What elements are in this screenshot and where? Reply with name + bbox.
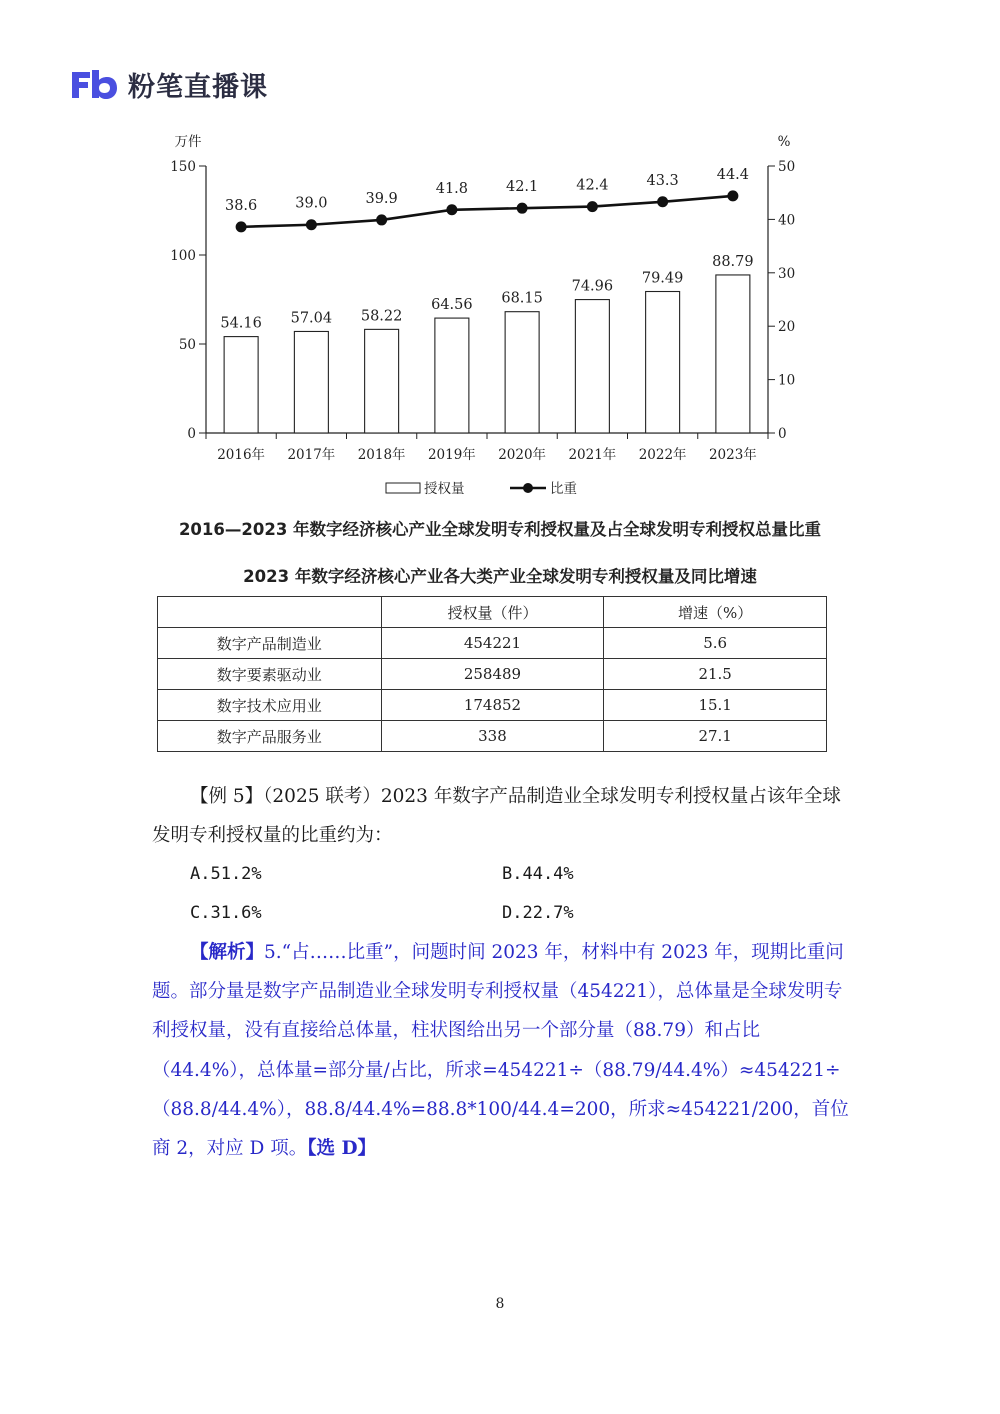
bar-data-label: 54.16 [220, 315, 262, 332]
x-tick-label: 2016年 [217, 447, 266, 463]
table-cell: 数字技术应用业 [158, 690, 382, 721]
right-tick-label: 30 [778, 265, 796, 282]
share-point [517, 203, 528, 214]
left-tick-label: 50 [178, 337, 196, 353]
share-data-label: 39.9 [365, 190, 398, 207]
table-row [158, 659, 827, 690]
table-cell: 21.5 [604, 659, 827, 690]
legend-bar-label: 授权量 [424, 481, 465, 497]
option-c: C.31.6% [190, 903, 262, 923]
table-row [158, 628, 827, 659]
bar-data-label: 58.22 [360, 308, 403, 325]
share-point [587, 201, 598, 212]
left-axis-unit: 万件 [174, 134, 202, 150]
share-data-label: 41.8 [435, 180, 469, 197]
x-tick-label: 2017年 [287, 447, 336, 463]
table-cell: 15.1 [604, 690, 827, 721]
share-data-label: 42.4 [576, 177, 609, 194]
bar [716, 275, 750, 433]
share-data-label: 42.1 [505, 179, 539, 196]
solution-text: 5.“占……比重”，问题时间 2023 年，材料中有 2023 年，现期比重问题。部分量是数字产品制造业全球发明专利授权量（454221），总体量是全球发明专利授权量，没有直接给总体量，柱状图给出另一个部分量（88.79）和占比（44.4%），总体量=部分量/占比，所求=454221÷（88.79/44.4%）≈454221÷（88.8/44.4%），88.8/44.4%=88.8*100/44.4=200，所求≈454221/200，首位商 2，对应 D 项。 [152, 942, 849, 1160]
right-tick-label: 20 [778, 319, 796, 336]
left-tick-label: 100 [170, 248, 196, 264]
x-tick-label: 2019年 [427, 447, 476, 463]
table-cell: 454221 [381, 628, 604, 659]
share-point [376, 214, 387, 225]
bar [365, 329, 399, 433]
left-tick-label: 0 [187, 426, 196, 442]
solution-tag: 【解析】 [190, 942, 265, 963]
table-row [158, 721, 827, 752]
right-tick-label: 40 [778, 212, 796, 229]
x-tick-label: 2018年 [357, 447, 406, 463]
bar [505, 312, 539, 433]
share-point [657, 196, 668, 207]
right-tick-label: 10 [778, 372, 796, 389]
question-stem: 【例 5】（2025 联考）2023 年数字产品制造业全球发明专利授权量占该年全球发明专利授权量的比重约为： [152, 786, 841, 846]
share-point [446, 204, 457, 215]
share-point [727, 190, 738, 201]
table-cell: 数字要素驱动业 [158, 659, 382, 690]
solution [152, 933, 852, 1168]
legend-line-marker [523, 483, 533, 493]
right-tick-label: 0 [778, 426, 787, 442]
table-header-row [158, 597, 827, 628]
table-cell: 27.1 [604, 721, 827, 752]
bar-data-label: 64.56 [431, 297, 473, 314]
bar [575, 300, 609, 433]
legend-line-label: 比重 [550, 481, 577, 497]
left-tick-label: 150 [170, 159, 196, 175]
option-b: B.44.4% [502, 864, 574, 884]
table-row [158, 690, 827, 721]
x-tick-label: 2023年 [708, 447, 757, 463]
bar [294, 331, 328, 433]
bar [224, 337, 258, 433]
share-data-label: 43.3 [646, 172, 679, 189]
bar-data-label: 88.79 [712, 253, 754, 270]
fb-logo-icon [70, 68, 118, 100]
bar [435, 318, 469, 433]
bar-data-label: 79.49 [641, 270, 684, 287]
chart-title: 2016—2023 年数字经济核心产业全球发明专利授权量及占全球发明专利授权总量比重 [178, 520, 822, 539]
header-cell: 授权量（件） [381, 597, 604, 628]
table-cell: 258489 [381, 659, 604, 690]
option-d: D.22.7% [502, 903, 574, 923]
bar-data-label: 68.15 [501, 290, 543, 307]
option-a: A.51.2% [190, 864, 262, 884]
solution-answer: 【选 D】 [307, 1138, 376, 1160]
table-title: 2023 年数字经济核心产业各大类产业全球发明专利授权量及同比增速 [243, 567, 757, 586]
share-data-label: 39.0 [295, 195, 328, 212]
table-cell: 数字产品制造业 [158, 628, 382, 659]
share-point [236, 221, 247, 232]
bar-data-label: 74.96 [571, 278, 614, 295]
brand-name: 粉笔直播课 [128, 71, 268, 103]
x-tick-label: 2021年 [568, 447, 617, 463]
bar-data-label: 57.04 [290, 310, 333, 327]
share-data-label: 44.4 [716, 166, 750, 183]
table-cell: 数字产品服务业 [158, 721, 382, 752]
x-tick-label: 2022年 [638, 447, 687, 463]
header-cell [158, 597, 382, 628]
right-axis-unit: % [777, 134, 791, 150]
table-cell: 5.6 [604, 628, 827, 659]
header-cell: 增速（%） [604, 597, 827, 628]
x-tick-label: 2020年 [498, 447, 547, 463]
share-data-label: 38.6 [224, 197, 258, 214]
page-number: 8 [495, 1296, 505, 1312]
share-point [306, 219, 317, 230]
brand-logo [70, 66, 268, 102]
table-cell: 338 [381, 721, 604, 752]
right-tick-label: 50 [778, 159, 796, 175]
patent-chart [150, 128, 830, 508]
legend-bar-swatch [386, 483, 420, 493]
industry-table [157, 596, 827, 752]
table-cell: 174852 [381, 690, 604, 721]
bar [646, 292, 680, 433]
